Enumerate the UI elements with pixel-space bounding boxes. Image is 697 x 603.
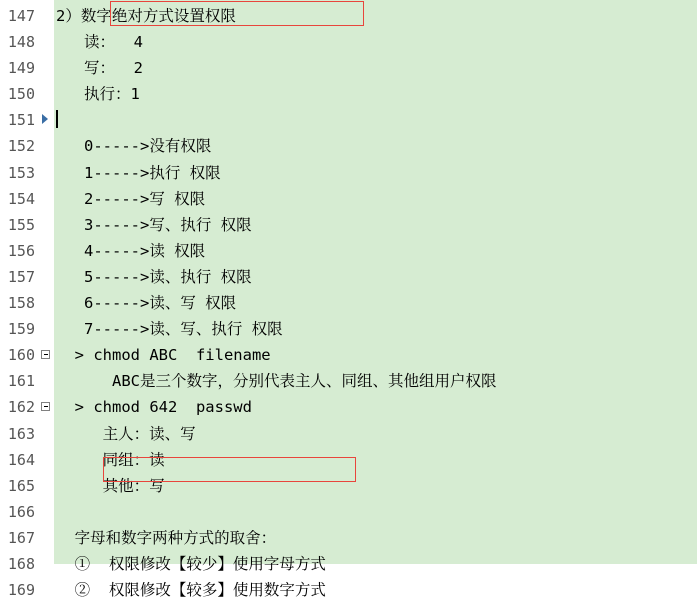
line-number: 158 <box>7 294 35 313</box>
line-number: 157 <box>7 267 35 286</box>
fold-cell-empty <box>40 447 54 473</box>
fold-cell-empty <box>40 160 54 186</box>
code-line[interactable] <box>54 499 697 525</box>
code-line[interactable]: > chmod 642 passwd <box>56 398 252 417</box>
fold-toggle[interactable] <box>40 394 54 420</box>
fold-cell-empty <box>40 107 54 133</box>
line-number: 151 <box>7 111 35 130</box>
fold-cell-empty <box>40 525 54 551</box>
line-number: 168 <box>7 554 35 573</box>
code-line[interactable]: 0----->没有权限 <box>56 137 212 156</box>
fold-cell-empty <box>40 238 54 264</box>
fold-cell-empty <box>40 212 54 238</box>
fold-toggle[interactable] <box>40 342 54 368</box>
fold-cell-empty <box>40 368 54 394</box>
code-line[interactable]: 主人：读、写 <box>56 424 196 443</box>
code-line[interactable]: 5----->读、执行 权限 <box>56 267 252 286</box>
code-line[interactable]: 2----->写 权限 <box>56 189 206 208</box>
fold-cell-empty <box>40 264 54 290</box>
fold-cell-empty <box>40 81 54 107</box>
fold-cell-empty <box>40 551 54 577</box>
code-line[interactable]: 1----->执行 权限 <box>56 163 221 182</box>
code-line[interactable]: 写： 2 <box>56 59 143 78</box>
line-number: 165 <box>7 476 35 495</box>
line-number: 153 <box>7 163 35 182</box>
code-line[interactable]: 6----->读、写 权限 <box>56 294 237 313</box>
fold-cell-empty <box>40 499 54 525</box>
code-line[interactable]: ABC是三个数字，分别代表主人、同组、其他组用户权限 <box>56 372 497 391</box>
line-number: 147 <box>7 7 35 25</box>
line-number-gutter <box>0 0 40 600</box>
code-line[interactable]: 其他：写 <box>56 476 165 495</box>
line-number: 154 <box>7 189 35 208</box>
fold-collapse-icon[interactable] <box>41 350 50 359</box>
line-number: 159 <box>7 320 35 339</box>
code-line[interactable]: > chmod ABC filename <box>56 346 271 365</box>
fold-cell-empty <box>40 473 54 499</box>
text-caret <box>56 110 58 128</box>
line-number: 167 <box>7 528 35 547</box>
line-number: 161 <box>7 372 35 391</box>
fold-cell-empty <box>40 29 54 55</box>
fold-cell-empty <box>40 421 54 447</box>
code-line[interactable]: 3----->写、执行 权限 <box>56 215 252 234</box>
line-number: 166 <box>7 502 35 521</box>
code-line[interactable]: 7----->读、写、执行 权限 <box>56 320 283 339</box>
fold-cell-empty <box>40 3 54 29</box>
code-line[interactable]: 4----->读 权限 <box>56 241 206 260</box>
line-number: 156 <box>7 241 35 260</box>
code-line[interactable]: 执行：1 <box>56 85 140 104</box>
fold-marker-column[interactable] <box>40 0 54 564</box>
fold-cell-empty <box>40 316 54 342</box>
line-number: 155 <box>7 215 35 234</box>
code-line[interactable]: 2）数字绝对方式设置权限 <box>56 7 236 25</box>
line-number: 163 <box>7 424 35 443</box>
line-number: 148 <box>7 33 35 52</box>
line-number: 150 <box>7 85 35 104</box>
code-line[interactable] <box>54 107 697 133</box>
line-number: 160 <box>7 346 35 365</box>
line-number: 152 <box>7 137 35 156</box>
code-line[interactable]: 同组：读 <box>56 450 165 469</box>
line-number: 162 <box>7 398 35 417</box>
code-line[interactable]: ② 权限修改【较多】使用数字方式 <box>56 581 326 600</box>
fold-cell-empty <box>40 290 54 316</box>
current-line-arrow-icon <box>42 114 48 124</box>
fold-collapse-icon[interactable] <box>41 402 50 411</box>
code-line[interactable]: 读： 4 <box>56 33 143 52</box>
line-number: 164 <box>7 450 35 469</box>
editor-content[interactable] <box>54 0 697 600</box>
line-number: 169 <box>7 581 35 600</box>
code-line[interactable]: ① 权限修改【较少】使用字母方式 <box>56 554 326 573</box>
fold-cell-empty <box>40 186 54 212</box>
fold-cell-empty <box>40 55 54 81</box>
fold-cell-empty <box>40 577 54 603</box>
line-number: 149 <box>7 59 35 78</box>
code-line[interactable]: 字母和数字两种方式的取舍： <box>56 528 277 547</box>
fold-cell-empty <box>40 133 54 159</box>
